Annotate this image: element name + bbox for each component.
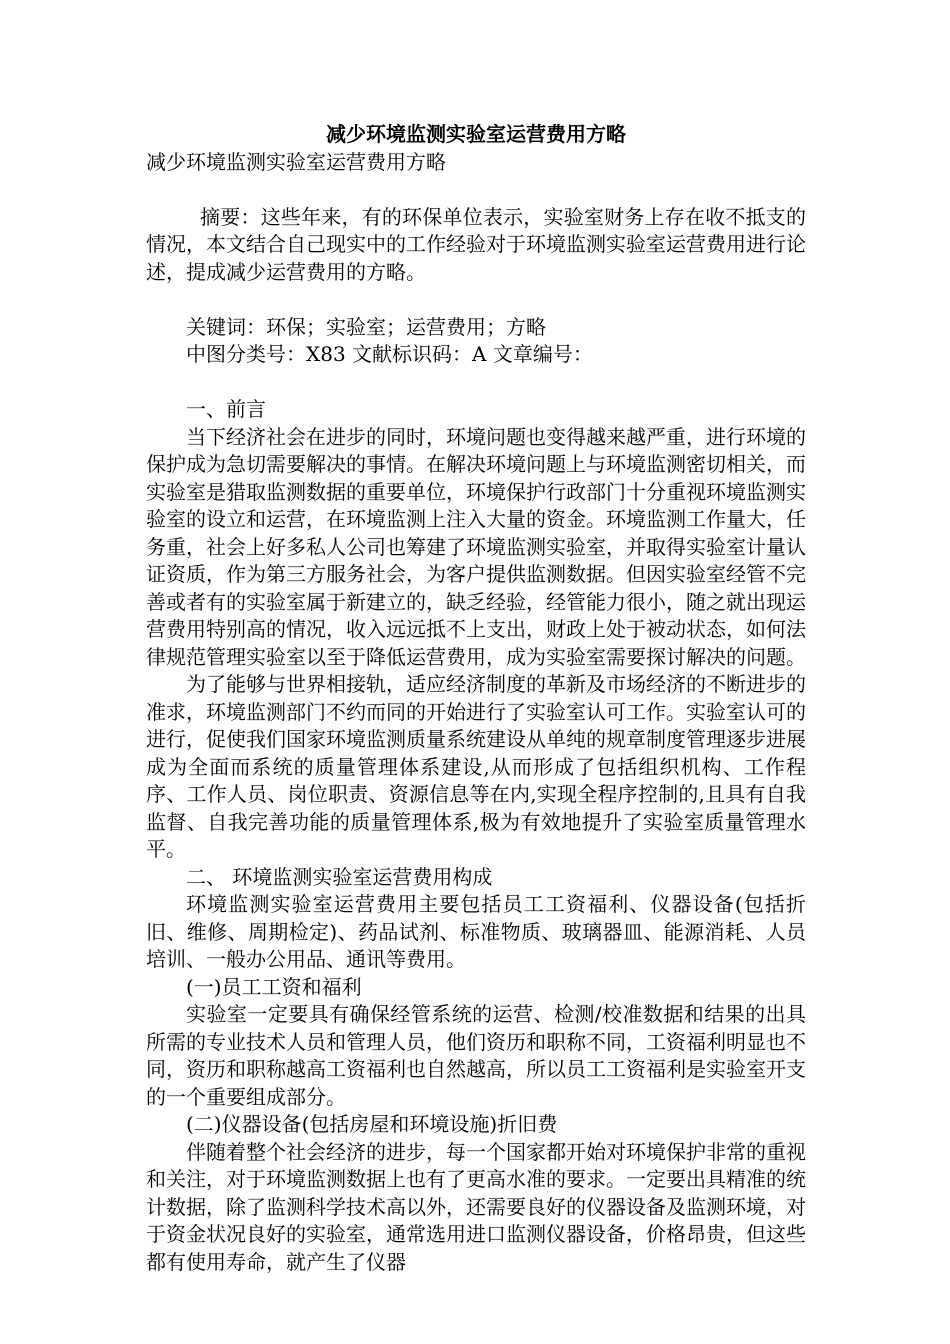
spacer [146, 176, 806, 204]
body-paragraph: 环境监测实验室运营费用主要包括员工工资福利、仪器设备(包括折旧、维修、周期检定)、药品试剂、标准物质、玻璃器皿、能源消耗、人员培训、一般办公用品、通讯等费用。 [146, 892, 806, 971]
subsection-heading: (二)仪器设备(包括房屋和环境设施)折旧费 [186, 1112, 558, 1136]
abstract-paragraph: 摘要：这些年来，有的环保单位表示，实验室财务上存在收不抵支的情况，本文结合自己现实中的工作经验对于环境监测实验室运营费用进行论述，提成减少运营费用的方略。 [146, 204, 806, 284]
classification-line: 中图分类号：X83 文献标识码：A 文章编号： [186, 342, 593, 366]
document-subtitle: 减少环境监测实验室运营费用方略 [146, 149, 446, 174]
spacer [146, 369, 806, 397]
body-paragraph: 当下经济社会在进步的同时，环境问题也变得越来越严重，进行环境的保护成为急切需要解决的事情。在解决环境问题上与环境监测密切相关，而实验室是猎取监测数据的重要单位，环境保护行政部门十分重视环境监测实验室的设立和运营，在环境监测上注入大量的资金。环境监测工作量大，任务重，社会上好多私人公司也筹建了环境监测实验室，并取得实验室计量认证资质，作为第三方服务社会，为客户提供监测数据。但因实验室经管不完善或者有的实验室属于新建立的，缺乏经验，经管能力很小，随之就出现运营费用特别高的情况，收入远远抵不上支出，财政上处于被动状态，如何法律规范管理实验室以至于降低运营费用，成为实验室需要探讨解决的问题。 [146, 424, 806, 669]
section-heading: 二、 环境监测实验室运营费用构成 [186, 864, 493, 889]
document-page [146, 121, 806, 1276]
spacer [146, 286, 806, 314]
body-paragraph: 实验室一定要具有确保经管系统的运营、检测/校准数据和结果的出具所需的专业技术人员和管理人员，他们资历和职称不同，工资福利明显也不同，资历和职称越高工资福利也自然越高，所以员工工资福利是实验室开支的一个重要组成部分。 [146, 1002, 806, 1109]
document-title: 减少环境监测实验室运营费用方略 [326, 122, 626, 146]
keywords-line: 关键词：环保；实验室；运营费用；方略 [186, 314, 546, 339]
body-paragraph: 为了能够与世界相接轨，适应经济制度的革新及市场经济的不断进步的准求，环境监测部门不约而同的开始进行了实验室认可工作。实验室认可的进行，促使我们国家环境监测质量系统建设从单纯的规章制度管理逐步进展成为全面而系统的质量管理体系建设,从而形成了包括组织机构、工作程序、工作人员、岗位职责、资源信息等在内,实现全程序控制的,且具有自我监督、自我完善功能的质量管理体系,极为有效地提升了实验室质量管理水平。 [146, 672, 806, 861]
body-paragraph: 伴随着整个社会经济的进步，每一个国家都开始对环境保护非常的重视和关注，对于环境监测数据上也有了更高水准的要求。一定要出具精准的统计数据，除了监测科学技术高以外，还需要良好的仪器设备及监测环境，对于资金状况良好的实验室，通常选用进口监测仪器设备，价格昂贵，但这些都有使用寿命，就产生了仪器 [146, 1139, 806, 1274]
subsection-heading: (一)员工工资和福利 [186, 974, 362, 999]
section-heading: 一、前言 [186, 397, 266, 421]
